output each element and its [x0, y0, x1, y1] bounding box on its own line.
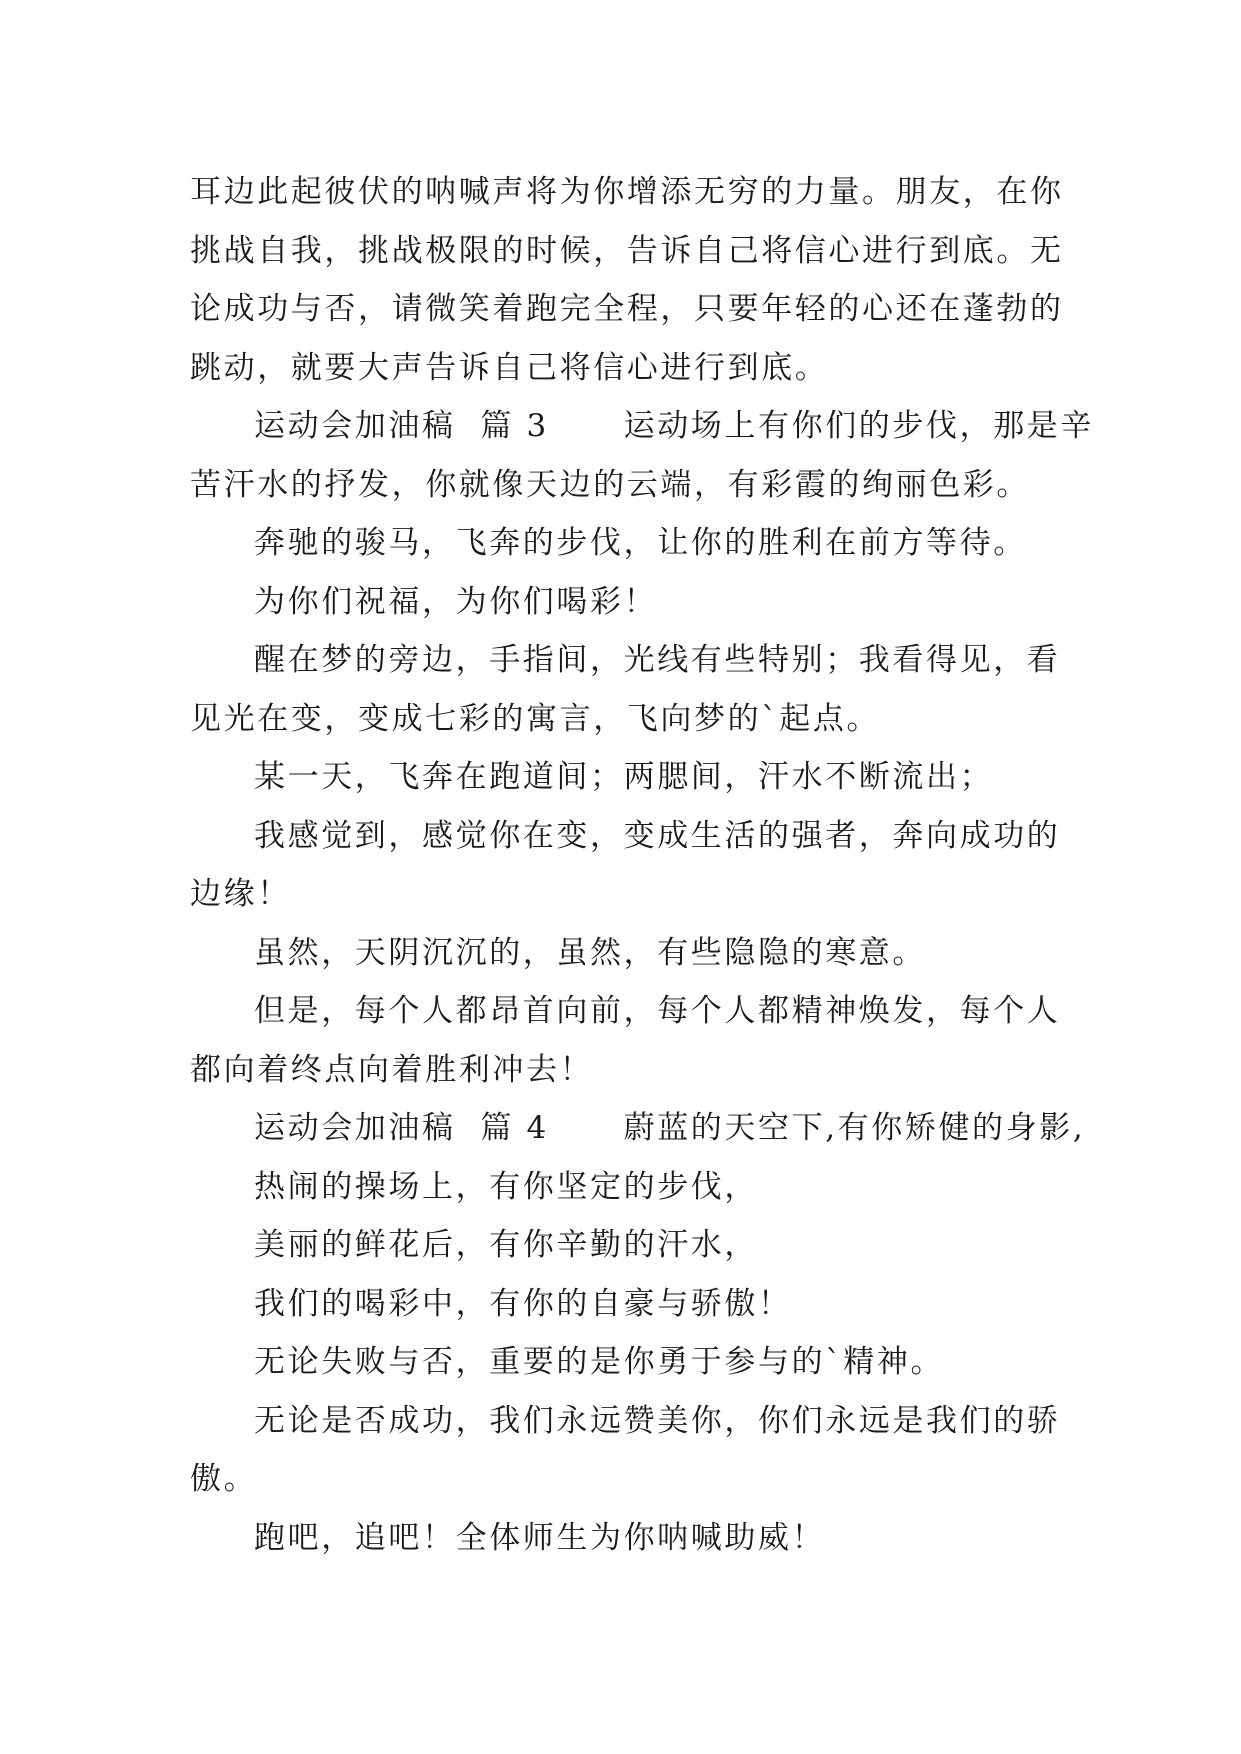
- text-line: 边缘！: [190, 876, 291, 912]
- text-line: 见光在变，变成七彩的寓言，飞向梦的`起点。: [190, 700, 881, 737]
- text-line: 苦汗水的抒发，你就像天边的云端，有彩霞的绚丽色彩。: [190, 466, 1030, 503]
- text-line: 论成功与否，请微笑着跑完全程，只要年轻的心还在蓬勃的: [190, 291, 1064, 327]
- text-line: 为你们祝福，为你们喝彩！: [254, 583, 658, 620]
- text-line: 热闹的操场上，有你坚定的步伐，: [254, 1168, 758, 1205]
- document-body: [190, 163, 1095, 1567]
- text-line: 都向着终点向着胜利冲去！: [190, 1051, 594, 1088]
- text-line: 傲。: [190, 1461, 258, 1497]
- section-heading-line: 运动会加油稿 篇 4 蔚蓝的天空下,有你矫健的身影,: [254, 1110, 1086, 1146]
- text-line: 但是，每个人都昂首向前，每个人都精神焕发，每个人: [254, 993, 1061, 1029]
- text-line: 挑战自我，挑战极限的时候，告诉自己将信心进行到底。无: [190, 232, 1064, 269]
- text-line: 无论失败与否，重要的是你勇于参与的`精神。: [254, 1344, 945, 1380]
- text-line: 跳动，就要大声告诉自己将信心进行到底。: [190, 349, 829, 386]
- text-line: 奔驰的骏马，飞奔的步伐，让你的胜利在前方等待。: [254, 525, 1027, 561]
- text-line: 虽然，天阴沉沉的，虽然，有些隐隐的寒意。: [254, 934, 926, 971]
- text-line: 耳边此起彼伏的呐喊声将为你增添无穷的力量。朋友，在你: [190, 174, 1064, 210]
- text-line: 醒在梦的旁边，手指间，光线有些特别；我看得见，看: [254, 642, 1061, 678]
- text-line: 我感觉到，感觉你在变，变成生活的强者，奔向成功的: [254, 817, 1061, 854]
- text-line: 跑吧，追吧！全体师生为你呐喊助威！: [254, 1519, 826, 1556]
- text-line: 我们的喝彩中，有你的自豪与骄傲！: [254, 1285, 792, 1322]
- text-line: 某一天，飞奔在跑道间；两腮间，汗水不断流出；: [254, 759, 994, 795]
- section-heading-line: 运动会加油稿 篇 3 运动场上有你们的步伐，那是辛: [254, 408, 1095, 444]
- text-line: 美丽的鲜花后，有你辛勤的汗水，: [254, 1227, 758, 1263]
- text-line: 无论是否成功，我们永远赞美你，你们永远是我们的骄: [254, 1402, 1061, 1439]
